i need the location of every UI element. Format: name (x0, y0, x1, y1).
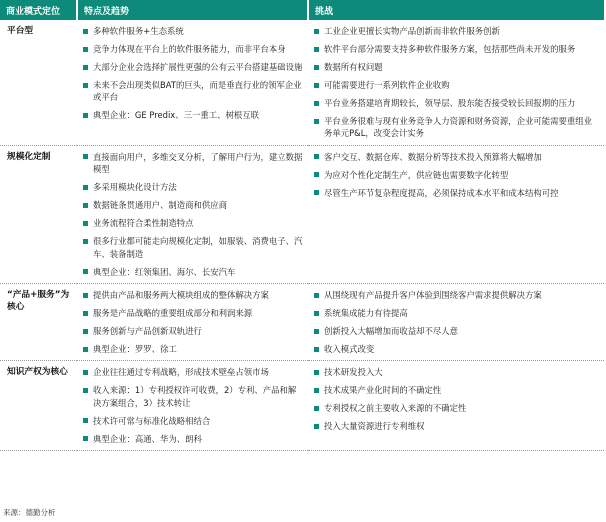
features-cell (77, 284, 308, 361)
feature-item: 数据链条贯通用户、制造商和供应商 (82, 199, 304, 211)
header-features-trends: 特点及趋势 (77, 0, 308, 20)
features-list (82, 25, 304, 122)
features-cell (77, 20, 308, 145)
feature-item: 多采用模块化设计方法 (82, 181, 304, 193)
source-note: 来源：德勤分析 (3, 508, 56, 517)
business-model-cell: “产品+服务”为核心 (0, 284, 77, 361)
challenge-item: 平台业务搭建培育期较长，领导层、股东能否接受较长回报期的压力 (313, 97, 600, 109)
table-row (0, 284, 604, 361)
challenges-cell (308, 20, 604, 145)
feature-item: 典型企业：罗罗、徐工 (82, 343, 304, 355)
feature-item: 直接面向用户，多维交叉分析，了解用户行为，建立数据模型 (82, 151, 304, 176)
challenges-cell (308, 361, 604, 451)
header-challenges: 挑战 (308, 0, 604, 20)
feature-item: 大部分企业会选择扩展性更强的公有云平台搭建基础设施 (82, 61, 304, 73)
business-model-cell: 规模化定制 (0, 145, 77, 283)
feature-item: 典型企业：高通、华为、朗科 (82, 433, 304, 445)
header-business-model: 商业模式定位 (0, 0, 77, 20)
challenge-item: 工业企业更擅长实物产品创新而非软件服务创新 (313, 25, 600, 37)
feature-item: 收入来源：1）专利授权许可收费，2）专利、产品和解决方案组合，3）技术转让 (82, 384, 304, 409)
feature-item: 典型企业：红领集团、海尔、长安汽车 (82, 266, 304, 278)
challenge-item: 可能需要进行一系列软件企业收购 (313, 79, 600, 91)
features-list (82, 366, 304, 445)
challenges-cell (308, 284, 604, 361)
challenge-item: 技术研发投入大 (313, 366, 600, 378)
challenges-cell (308, 145, 604, 283)
features-cell (77, 145, 308, 283)
feature-item: 企业往往通过专利战略，形成技术壁垒占领市场 (82, 366, 304, 378)
feature-item: 很多行业都可能走向规模化定制，如服装、消费电子、汽车、装备制造 (82, 235, 304, 260)
business-model-cell: 平台型 (0, 20, 77, 145)
feature-item: 服务是产品战略的重要组成部分和利润来源 (82, 307, 304, 319)
features-list (82, 151, 304, 278)
table-row (0, 361, 604, 451)
feature-item: 服务创新与产品创新双轨进行 (82, 325, 304, 337)
table-row (0, 20, 604, 145)
challenge-item: 为应对个性化定制生产，供应链也需要数字化转型 (313, 169, 600, 181)
challenge-item: 数据所有权问题 (313, 61, 600, 73)
challenges-list (313, 151, 600, 199)
table-row (0, 145, 604, 283)
challenge-item: 专利授权之前主要收入来源的不确定性 (313, 402, 600, 414)
feature-item: 典型企业：GE Predix、三一重工、树根互联 (82, 109, 304, 121)
challenges-list (313, 289, 600, 355)
challenge-item: 软件平台部分需要支持多种软件服务方案，包括那些尚未开发的服务 (313, 43, 600, 55)
feature-item: 多种软件服务+生态系统 (82, 25, 304, 37)
challenge-item: 从围绕现有产品提升客户体验到围绕客户需求提供解决方案 (313, 289, 600, 301)
challenge-item: 系统集成能力有待提高 (313, 307, 600, 319)
feature-item: 业务流程符合柔性制造特点 (82, 217, 304, 229)
business-model-cell: 知识产权为核心 (0, 361, 77, 451)
challenges-list (313, 366, 600, 432)
challenge-item: 技术成果产业化时间的不确定性 (313, 384, 600, 396)
feature-item: 竞争力体现在平台上的软件服务能力，而非平台本身 (82, 43, 304, 55)
table-header-row (0, 0, 604, 20)
challenge-item: 创新投入大幅增加而收益却不尽人意 (313, 325, 600, 337)
feature-item: 技术许可常与标准化战略相结合 (82, 415, 304, 427)
challenge-item: 收入模式改变 (313, 343, 600, 355)
challenge-item: 尽管生产环节复杂程度提高，必须保持成本水平和成本结构可控 (313, 187, 600, 199)
feature-item: 未来不会出现类似BAT的巨头，而是垂直行业的领军企业或平台 (82, 79, 304, 104)
challenge-item: 平台业务很难与现有业务竞争人力资源和财务资源，企业可能需要重组业务单元P&L，改变会计实务 (313, 115, 600, 140)
challenge-item: 投入大量资源进行专利维权 (313, 420, 600, 432)
challenge-item: 客户交互、数据仓库、数据分析等技术投入预算将大幅增加 (313, 151, 600, 163)
features-list (82, 289, 304, 355)
features-cell (77, 361, 308, 451)
challenges-list (313, 25, 600, 140)
feature-item: 提供由产品和服务两大模块组成的整体解决方案 (82, 289, 304, 301)
